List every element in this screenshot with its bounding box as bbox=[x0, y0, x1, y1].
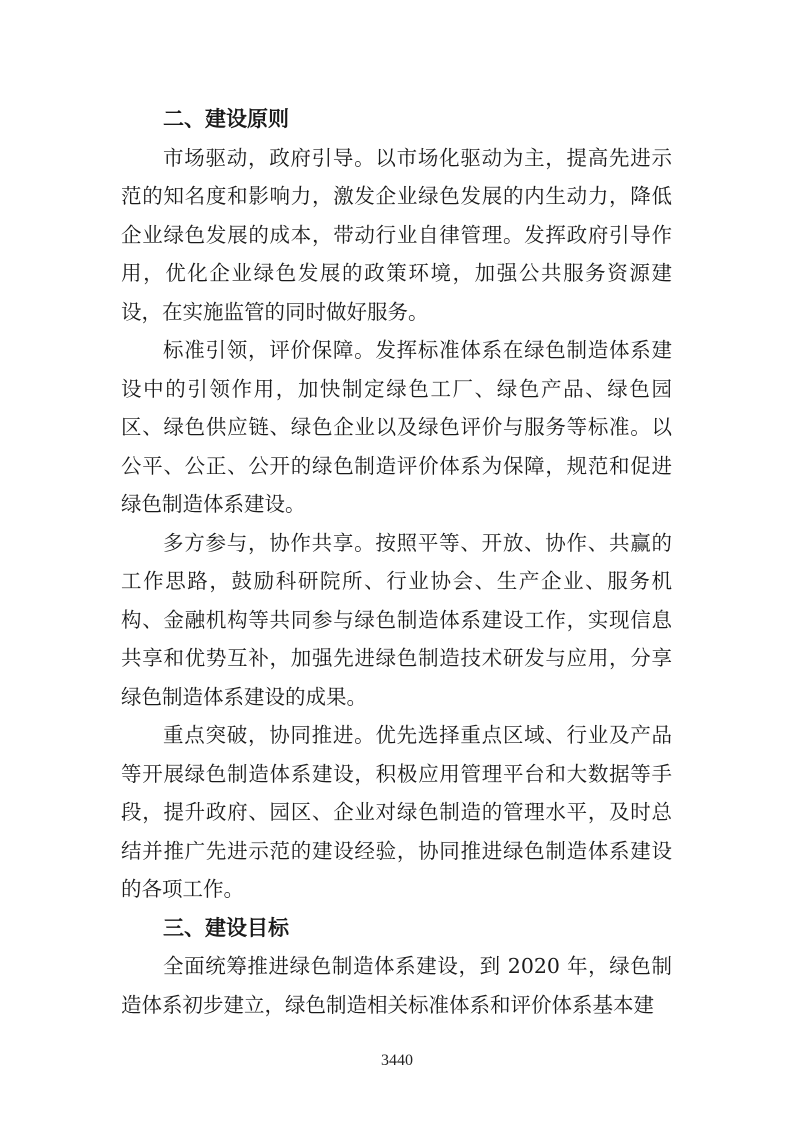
paragraph-multi-party: 多方参与，协作共享。按照平等、开放、协作、共赢的工作思路，鼓励科研院所、行业协会、生产企业、服务机构、金融机构等共同参与绿色制造体系建设工作，实现信息共享和优势互补，加强先进绿色制造技术研发与应用，分享绿色制造体系建设的成果。 bbox=[121, 530, 672, 709]
document-body bbox=[121, 100, 672, 1024]
section-heading-goals: 三、建设目标 bbox=[163, 915, 289, 940]
page-number: 3440 bbox=[381, 1052, 413, 1069]
paragraph-key-breakthrough: 重点突破，协同推进。优先选择重点区域、行业及产品等开展绿色制造体系建设，积极应用管理平台和大数据等手段，提升政府、园区、企业对绿色制造的管理水平，及时总结并推广先进示范的建设经验，协同推进绿色制造体系建设的各项工作。 bbox=[121, 723, 672, 901]
section-heading-principles: 二、建设原则 bbox=[163, 107, 289, 131]
paragraph-standard-guidance: 标准引领，评价保障。发挥标准体系在绿色制造体系建设中的引领作用，加快制定绿色工厂、绿色产品、绿色园区、绿色供应链、绿色企业以及绿色评价与服务等标准。以公平、公正、公开的绿色制造评价体系为保障，规范和促进绿色制造体系建设。 bbox=[121, 338, 672, 516]
paragraph-overall-goal: 全面统筹推进绿色制造体系建设，到 2020 年，绿色制造体系初步建立，绿色制造相关标准体系和评价体系基本建 bbox=[121, 954, 672, 1017]
paragraph-market-driven: 市场驱动，政府引导。以市场化驱动为主，提高先进示范的知名度和影响力，激发企业绿色发展的内生动力，降低企业绿色发展的成本，带动行业自律管理。发挥政府引导作用，优化企业绿色发展的政策环境，加强公共服务资源建设，在实施监管的同时做好服务。 bbox=[121, 145, 672, 324]
